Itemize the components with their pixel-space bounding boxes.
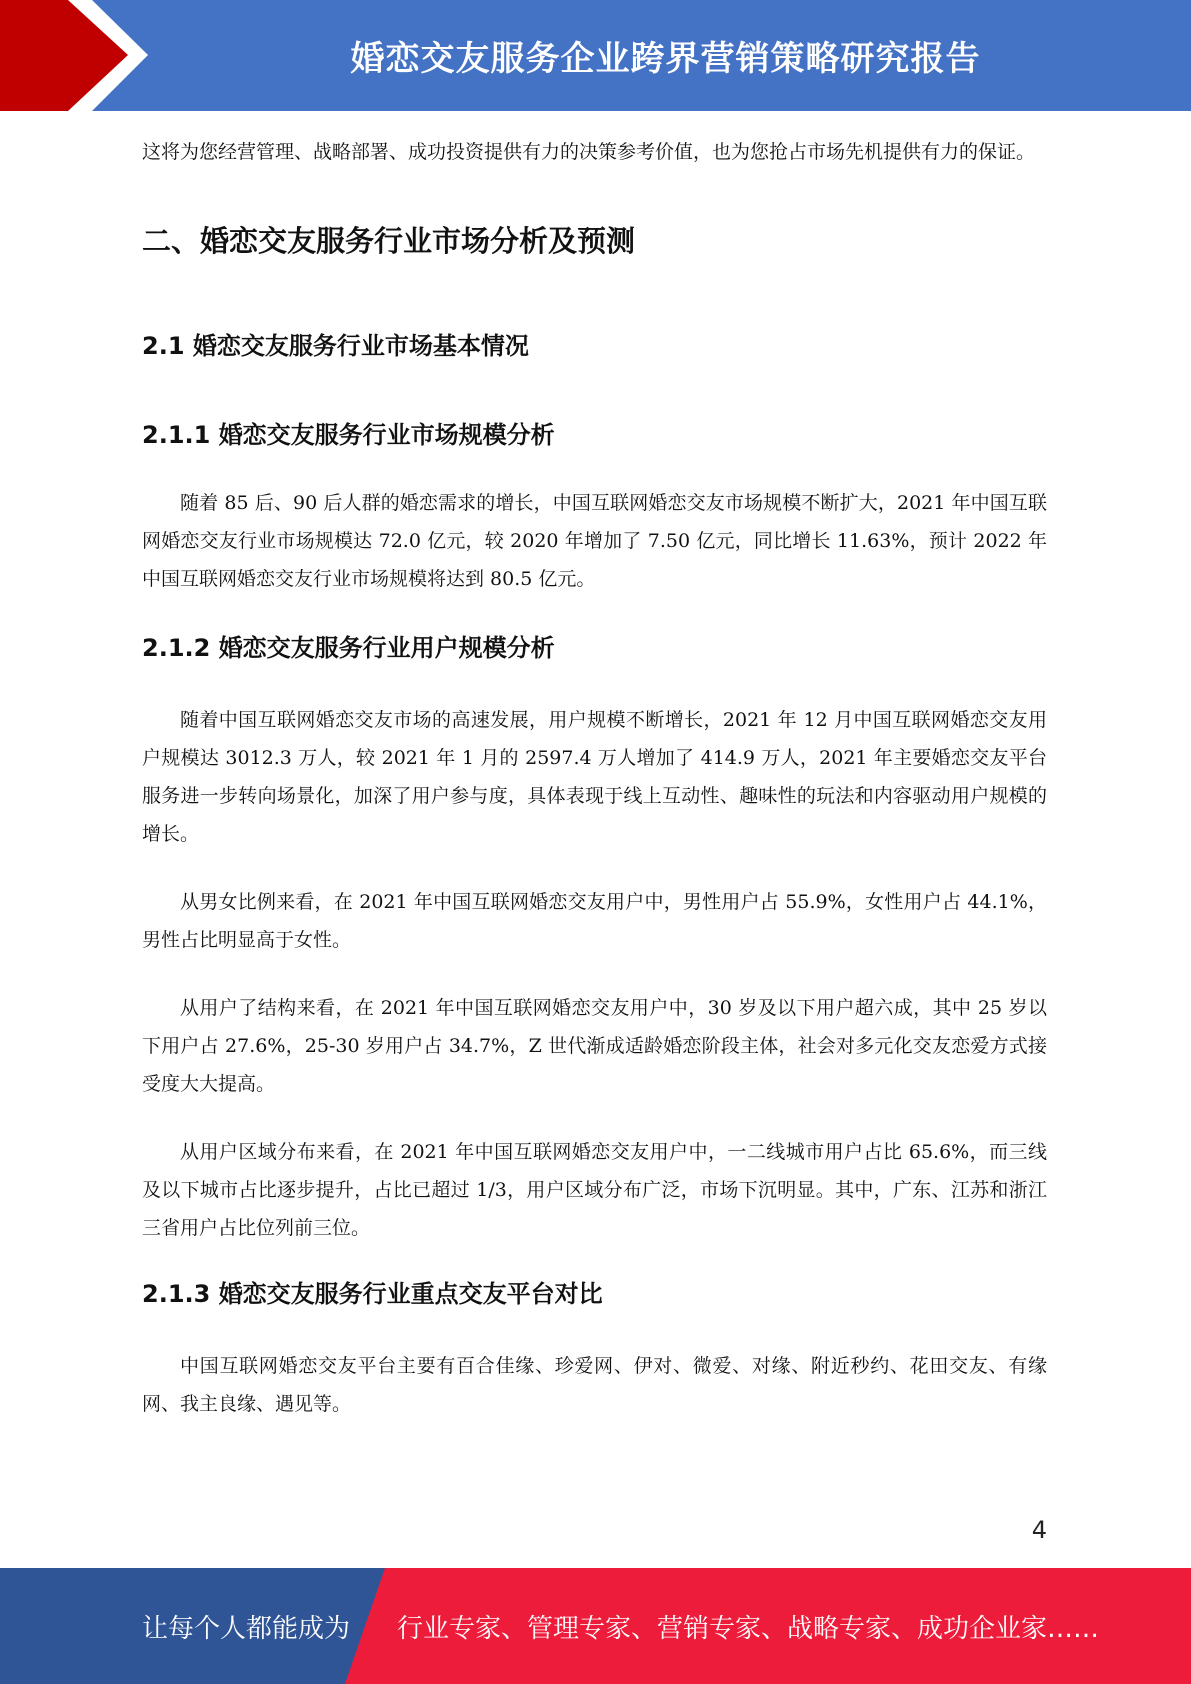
region-distribution-paragraph: 从用户区域分布来看，在 2021 年中国互联网婚恋交友用户中，一二线城市用户占比 65.6%，而三线及以下城市占比逐步提升，占比已超过 1/3，用户区域分布广泛，市场下沉明显。其中，广东、江苏和浙江三省用户占比位列前三位。	[142, 1141, 1047, 1239]
age-structure-paragraph: 从用户了结构来看，在 2021 年中国互联网婚恋交友用户中，30 岁及以下用户超六成，其中 25 岁以下用户占 27.6%，25-30 岁用户占 34.7%，Z 世代渐成适龄婚恋阶段主体，社会对多元化交友恋爱方式接受度大大提高。	[142, 997, 1047, 1095]
page-header	[0, 0, 1191, 111]
user-scale-paragraph: 随着中国互联网婚恋交友市场的高速发展，用户规模不断增长，2021 年 12 月中国互联网婚恋交友用户规模达 3012.3 万人，较 2021 年 1 月的 2597.4 万人增加了 414.9 万人，2021 年主要婚恋交友平台服务进一步转向场景化，加深了用户参与度，具体表现于线上互动性、趣味性的玩法和内容驱动用户规模的增长。	[142, 709, 1047, 845]
section-2-1-3-heading: 2.1.3 婚恋交友服务行业重点交友平台对比	[142, 1280, 603, 1308]
report-title: 婚恋交友服务企业跨界营销策略研究报告	[350, 39, 981, 79]
section-2-1-1-heading: 2.1.1 婚恋交友服务行业市场规模分析	[142, 421, 555, 449]
section-2-1-heading: 2.1 婚恋交友服务行业市场基本情况	[142, 332, 529, 360]
page-footer	[0, 1568, 1191, 1684]
market-size-paragraph: 随着 85 后、90 后人群的婚恋需求的增长，中国互联网婚恋交友市场规模不断扩大，2021 年中国互联网婚恋交友行业市场规模达 72.0 亿元，较 2020 年增加了 7.50 亿元，同比增长 11.63%，预计 2022 年中国互联网婚恋交友行业市场规模将达到 80.5 亿元。	[142, 492, 1047, 590]
page-content	[142, 133, 1047, 1423]
section-2-1-2-heading: 2.1.2 婚恋交友服务行业用户规模分析	[142, 634, 555, 662]
footer-slogan-left: 让每个人都能成为	[142, 1613, 351, 1644]
footer-slogan-right: 行业专家、管理专家、营销专家、战略专家、成功企业家……	[397, 1613, 1100, 1644]
page-number: 4	[1031, 1516, 1047, 1544]
gender-ratio-paragraph: 从男女比例来看，在 2021 年中国互联网婚恋交友用户中，男性用户占 55.9%，女性用户占 44.1%，男性占比明显高于女性。	[142, 891, 1047, 951]
platforms-paragraph: 中国互联网婚恋交友平台主要有百合佳缘、珍爱网、伊对、微爱、对缘、附近秒约、花田交友、有缘网、我主良缘、遇见等。	[142, 1355, 1047, 1415]
section-2-heading: 二、婚恋交友服务行业市场分析及预测	[142, 224, 636, 258]
intro-paragraph: 这将为您经营管理、战略部署、成功投资提供有力的决策参考价值，也为您抢占市场先机提供有力的保证。	[142, 141, 1036, 163]
